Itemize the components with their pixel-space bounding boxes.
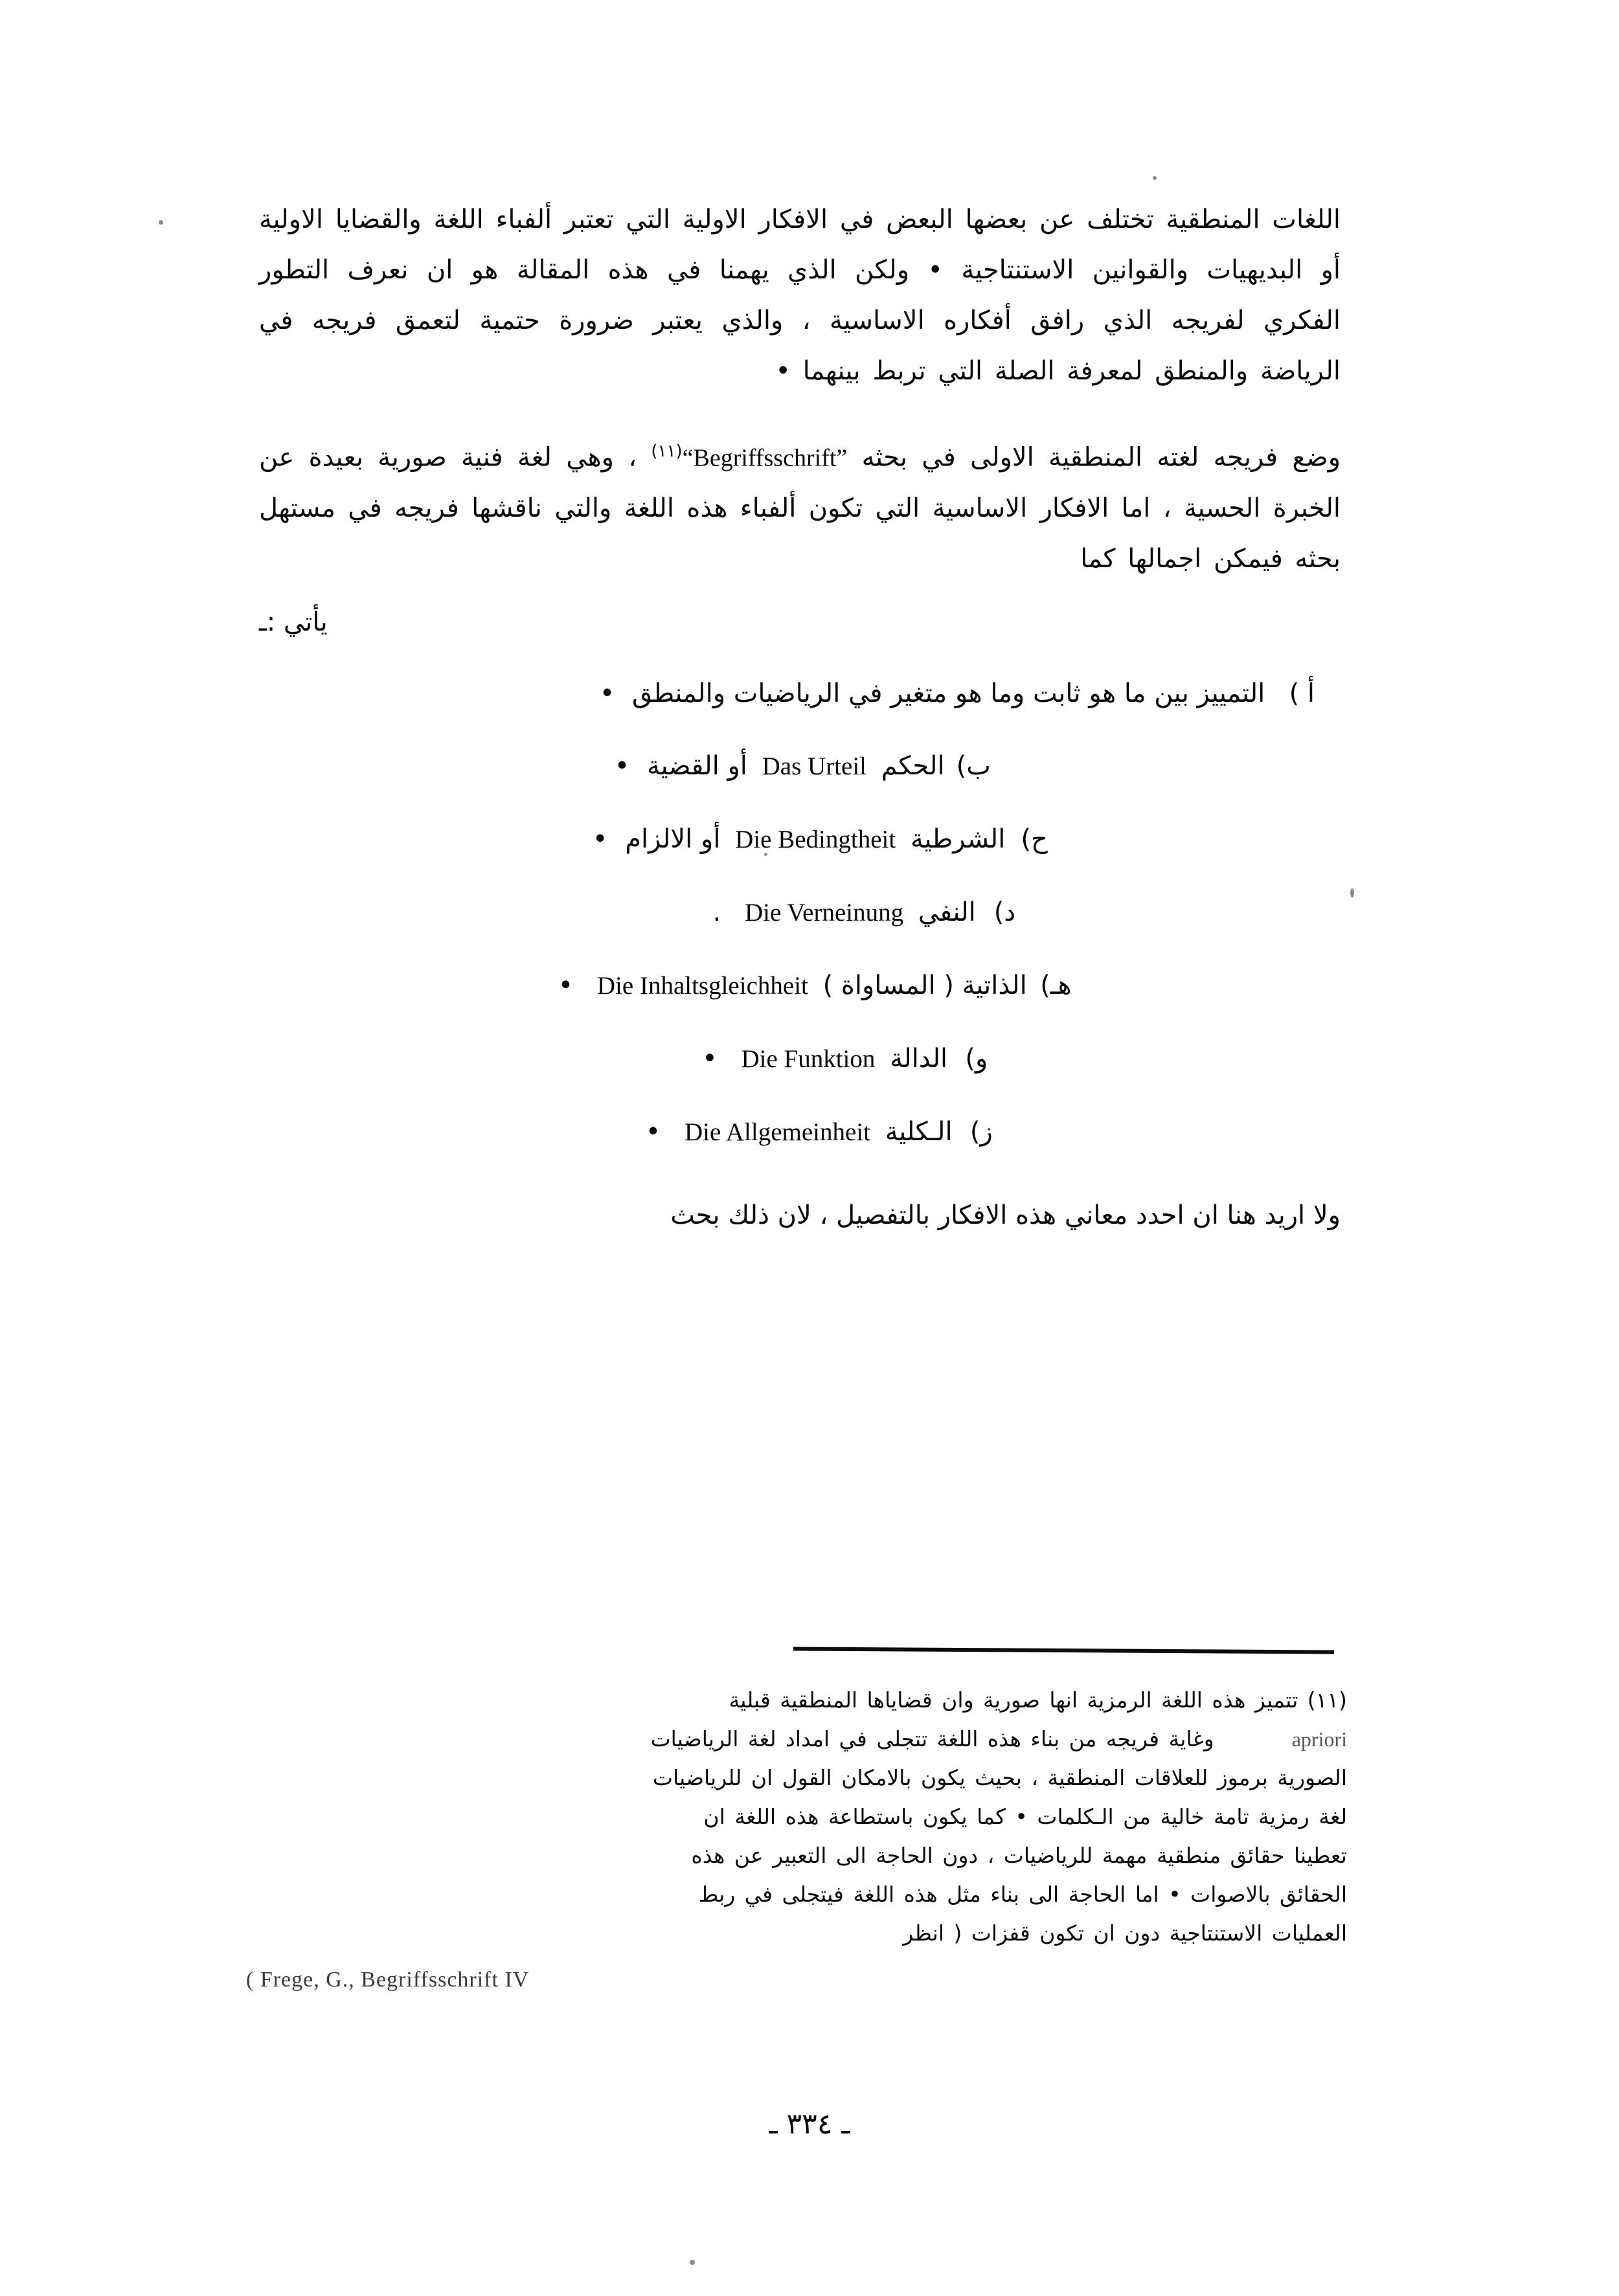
apriori-term: apriori bbox=[1291, 1728, 1347, 1751]
list-item bbox=[259, 670, 1341, 717]
list-item bbox=[259, 1108, 1341, 1156]
list-item-german-term: Die Inhaltsgleichheit bbox=[596, 972, 808, 1000]
closing-line: ولا اريد هنا ان احدد معاني هذه الافكار بالتفصيل ، لان ذلك بحث bbox=[670, 1200, 1341, 1231]
footnote-line-1: (١١) تتميز هذه اللغة الرمزية انها صورية وان قضاياها المنطقية قبلية bbox=[729, 1687, 1347, 1713]
list-item-dot: • bbox=[645, 1117, 661, 1147]
list-item-arabic-before: النفي bbox=[918, 897, 976, 928]
list-item-arabic-after: أو الالزام bbox=[625, 824, 721, 855]
frege-citation: ( Frege, G., Begriffsschrift IV bbox=[246, 1968, 530, 1992]
page-number: ـ ٣٣٤ ـ bbox=[769, 2108, 850, 2141]
footnote-block bbox=[246, 1638, 1347, 1998]
list-item bbox=[259, 888, 1341, 937]
footnote-line-3: الصورية برموز للعلاقات المنطقية ، بحيث يكون بالامكان القول ان للرياضيات bbox=[652, 1765, 1347, 1790]
footnote-line-6: الحقائق بالاصوات • اما الحاجة الى بناء مثل هذه اللغة فيتجلى في ربط bbox=[698, 1882, 1347, 1907]
list-item-german-term: Die Funktion bbox=[741, 1045, 876, 1074]
list-item-marker: ز) bbox=[969, 1117, 993, 1147]
list-item-dot: • bbox=[614, 751, 630, 782]
scan-speck bbox=[159, 220, 163, 225]
list-item-marker: و) bbox=[965, 1044, 988, 1074]
footnote-separator-rule bbox=[793, 1647, 1334, 1654]
footnote-line-2 bbox=[246, 1720, 1347, 1759]
paragraph-2-tail: يأتي :ـ bbox=[259, 607, 328, 638]
concept-list bbox=[259, 670, 1341, 1156]
list-item-marker: د) bbox=[993, 897, 1016, 928]
footnote-line-2-arabic: وغاية فريجه من بناء هذه اللغة تتجلى في امداد لغة الرياضيات bbox=[650, 1726, 1214, 1751]
list-item-arabic-before: الذاتية ( المساواة ) bbox=[822, 971, 1027, 1001]
list-item-arabic-before: الحكم bbox=[881, 751, 945, 782]
list-item-arabic-before: الـكلية bbox=[885, 1117, 953, 1147]
footnote-line-7: العمليات الاستنتاجية دون ان تكون قفزات ( انظر bbox=[903, 1920, 1347, 1946]
list-item bbox=[259, 1035, 1341, 1083]
list-item-dot: . bbox=[712, 897, 721, 928]
list-item-dot: • bbox=[599, 679, 615, 709]
list-item-arabic-before: الشرطية bbox=[910, 824, 1006, 855]
list-item-dot: • bbox=[558, 971, 574, 1001]
list-item-marker: هـ) bbox=[1040, 971, 1072, 1001]
list-item bbox=[259, 962, 1341, 1010]
paragraph-2-text-after: ، وهي لغة فنية صورية بعيدة عن الخبرة الحسية ، اما الافكار الاساسية التي تكون ألفباء هذه اللغة والتي ناقشها فريجه في مستهل بحثه فيمكن اجمالها كما bbox=[259, 442, 1341, 574]
paragraph-2-text-before: وضع فريجه لغته المنطقية الاولى في بحثه bbox=[861, 442, 1341, 473]
footnote-reference-marker[interactable]: (١١) bbox=[651, 442, 683, 461]
list-item-marker: ب) bbox=[956, 751, 991, 782]
footnote-text bbox=[246, 1681, 1347, 1953]
scan-speck bbox=[690, 2260, 695, 2265]
list-item-marker: أ ) bbox=[1289, 679, 1315, 709]
list-item-german-term: Die Verneinung bbox=[744, 899, 904, 927]
body-paragraph-2 bbox=[259, 426, 1341, 584]
body-paragraph-1: اللغات المنطقية تختلف عن بعضها البعض في الافكار الاولية التي تعتبر ألفباء اللغة والقضايا الاولية أو البديهيات والقوانين الاستنتاجية • ولكن الذي يهمنا في هذه المقالة هو ان نعرف التطور الفكري لفريجه الذي رافق أفكاره الاساسية ، والذي يعتبر ضرورة حتمية لتعمق فريجه في الرياضة والمنطق لمعرفة الصلة التي تربط بينهما • bbox=[259, 205, 1341, 386]
list-item-german-term: Die Allgemeinheit bbox=[684, 1118, 870, 1147]
list-item-dot: • bbox=[592, 824, 608, 855]
list-item-marker: ح) bbox=[1021, 824, 1048, 855]
scan-speck bbox=[1153, 176, 1157, 180]
begriffsschrift-title: “Begriffsschrift” bbox=[682, 444, 848, 472]
list-item bbox=[259, 815, 1341, 864]
page-text-block bbox=[259, 194, 1341, 1241]
list-item-dot: • bbox=[702, 1044, 718, 1074]
list-item-arabic-before: التمييز بين ما هو ثابت وما هو متغير في الرياضيات والمنطق bbox=[632, 679, 1265, 709]
footnote-line-5: تعطينا حقائق منطقية مهمة للرياضيات ، دون الحاجة الى التعبير عن هذه bbox=[691, 1843, 1347, 1868]
footnote-line-4: لغة رمزية تامة خالية من الـكلمات • كما يكون باستطاعة هذه اللغة ان bbox=[703, 1804, 1347, 1829]
scan-speck bbox=[1350, 888, 1354, 897]
list-item-arabic-after: أو القضية bbox=[647, 751, 747, 782]
list-item-german-term: Die Bedingtheit bbox=[735, 826, 896, 854]
list-item-arabic-before: الدالة bbox=[890, 1044, 948, 1074]
list-item-german-term: Das Urteil bbox=[762, 752, 866, 781]
list-item bbox=[259, 742, 1341, 791]
